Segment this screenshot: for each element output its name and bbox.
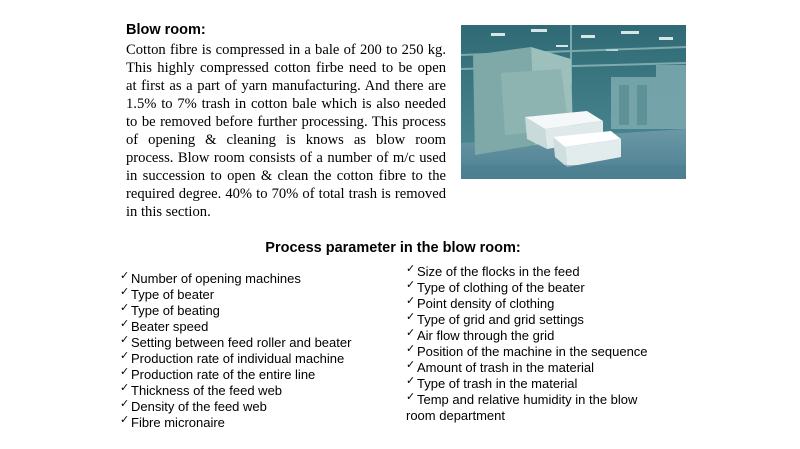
check-icon: ✓ <box>120 381 130 394</box>
list-item: ✓ Type of trash in the material <box>406 374 578 391</box>
list-item: ✓ Type of clothing of the beater <box>406 278 585 295</box>
list-item: ✓ Point density of clothing <box>406 294 555 311</box>
check-icon: ✓ <box>120 413 130 426</box>
check-icon: ✓ <box>406 390 416 403</box>
check-icon: ✓ <box>120 285 130 298</box>
check-icon: ✓ <box>120 301 130 314</box>
list-item: ✓ Fibre micronaire <box>120 413 225 430</box>
process-parameter-title: Process parameter in the blow room: <box>265 240 521 256</box>
check-icon: ✓ <box>406 310 416 323</box>
list-item: ✓ Type of beating <box>120 301 220 318</box>
check-icon: ✓ <box>120 349 130 362</box>
list-item: ✓ Density of the feed web <box>120 397 267 414</box>
check-icon: ✓ <box>406 374 416 387</box>
parameter-list-right <box>406 264 666 424</box>
list-item: ✓ Type of grid and grid settings <box>406 310 584 327</box>
blow-room-description: Cotton fibre is compressed in a bale of 200 to 250 kg. This highly compressed cotton firbe need to be open at first as a part of yarn manufacturing. And there are 1.5% to 7% trash in cotton bale which is also needed to be removed before further processing. This process of opening & cleaning is knows as blow room process. Blow room consists of a number of m/c used in succession to open & clean the cotton fibre to the required degree. 40% to 70% of total trash is removed in this section. <box>126 42 446 220</box>
blow-room-photo <box>461 25 686 179</box>
list-item: ✓ Production rate of the entire line <box>120 365 316 382</box>
check-icon: ✓ <box>406 358 416 371</box>
list-item: ✓ Position of the machine in the sequence <box>406 342 648 359</box>
list-item: ✓ Production rate of individual machine <box>120 349 345 366</box>
list-item: ✓ Setting between feed roller and beater <box>120 333 352 350</box>
blow-room-heading: Blow room: <box>126 22 206 38</box>
check-icon: ✓ <box>406 342 416 355</box>
list-item: ✓ Thickness of the feed web <box>120 381 283 398</box>
list-item: ✓ Beater speed <box>120 317 209 334</box>
list-item: ✓ Temp and relative humidity in the blow room department <box>406 390 638 423</box>
list-item: ✓ Amount of trash in the material <box>406 358 595 375</box>
check-icon: ✓ <box>406 278 416 291</box>
check-icon: ✓ <box>406 326 416 339</box>
check-icon: ✓ <box>120 333 130 346</box>
list-item: ✓ Type of beater <box>120 285 215 302</box>
list-item: ✓ Air flow through the grid <box>406 326 555 343</box>
list-item: ✓ Size of the flocks in the feed <box>406 262 580 279</box>
parameter-list-left <box>120 271 390 431</box>
check-icon: ✓ <box>120 269 130 282</box>
list-item: ✓ Number of opening machines <box>120 269 301 286</box>
blow-room-machine-image <box>461 25 686 179</box>
check-icon: ✓ <box>406 294 416 307</box>
check-icon: ✓ <box>120 365 130 378</box>
check-icon: ✓ <box>120 317 130 330</box>
check-icon: ✓ <box>406 262 416 275</box>
check-icon: ✓ <box>120 397 130 410</box>
